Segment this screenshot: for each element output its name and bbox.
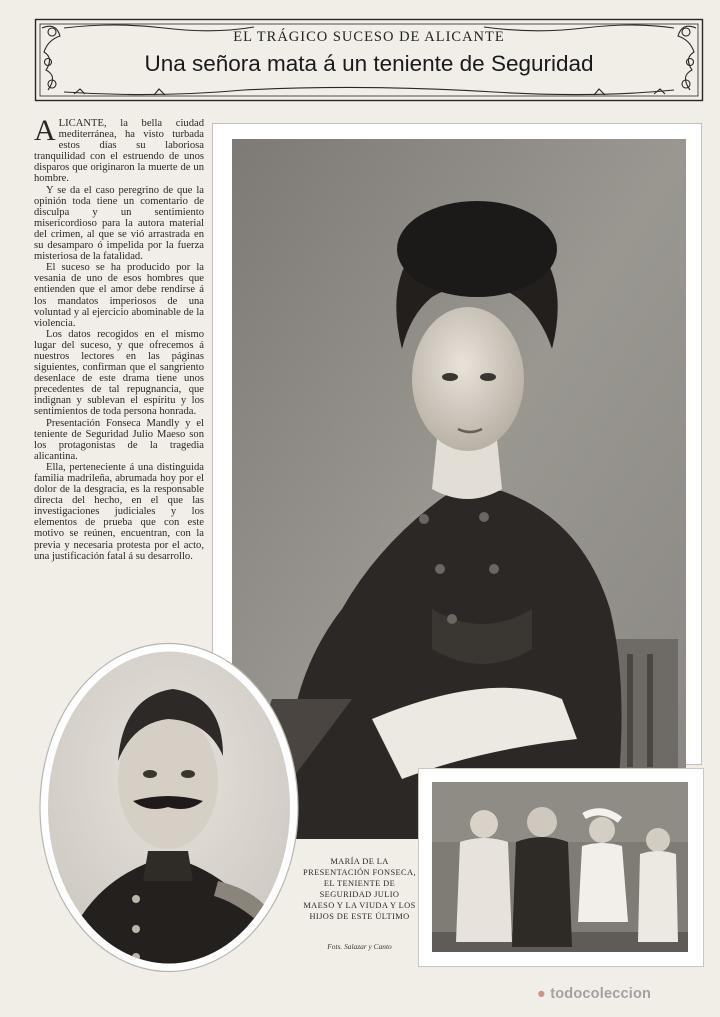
watermark: ● todocoleccion	[537, 986, 652, 1002]
article-body	[34, 114, 204, 562]
photo-caption: MARÍA DE LA PRESENTACIÓN FONSECA, EL TENIENTE DE SEGURIDAD JULIO MAESO Y LA VIUDA Y LOS HIJOS DE ESTE ÚLTIMO	[303, 857, 416, 921]
article-paragraph: Ella, perteneciente á una distinguida familia madrileña, abrumada hoy por el dolor de la desgracia, es la responsable directa del hecho, en el que las investigaciones judiciales y los elementos de prueba que con este motivo se reúnen, encuentran, con la previa y necesaria protesta por el acto, una justificación fatal á su desarrollo.	[34, 461, 204, 562]
article-paragraph: ALICANTE, la bella ciudad mediterránea, ha visto turbada estos días su laboriosa tranquilidad con el estruendo de unos disparos que originaron la muerte de un hombre.	[34, 114, 204, 185]
article-paragraph: El suceso se ha producido por la vesania de uno de esos hombres que entienden que el amor debe rendirse á los mandatos imperiosos de una voluntad y al ejercicio abominable de la violencia.	[34, 262, 204, 329]
article-paragraph: Los datos recogidos en el mismo lugar del suceso, y que ofrecemos á nuestros lectores en las páginas siguientes, confirman que el sangriento desenlace de este drama tiene unos precedentes de tal repugnancia, que indignan y sublevan el espíritu y los sentimientos de toda persona honrada.	[34, 328, 204, 418]
photo-credit: Fots. Salazar y Canto	[327, 942, 392, 951]
widow-and-children-photo	[432, 782, 688, 952]
article-paragraph: Y se da el caso peregrino de que la opinión toda tiene un comentario de disculpa y un sentimiento misericordioso para la autora material del crimen, al que se vió arrastrada en su desamparo ó impelida por la fuerza misteriosa de la fatalidad.	[34, 184, 204, 263]
woman-portrait-photo	[232, 139, 686, 839]
officer-portrait-photo	[38, 641, 300, 974]
article-paragraph: Presentación Fonseca Mandly y el teniente de Seguridad Julio Maeso son los protagonistas de la tragedia alicantina.	[34, 417, 204, 462]
page-title: Una señora mata á un teniente de Seguridad	[144, 51, 594, 76]
drop-cap: A	[34, 114, 56, 147]
section-kicker: EL TRÁGICO SUCESO DE ALICANTE	[233, 29, 505, 45]
watermark-logo-icon: ●	[537, 986, 551, 1002]
page-header	[34, 18, 704, 102]
